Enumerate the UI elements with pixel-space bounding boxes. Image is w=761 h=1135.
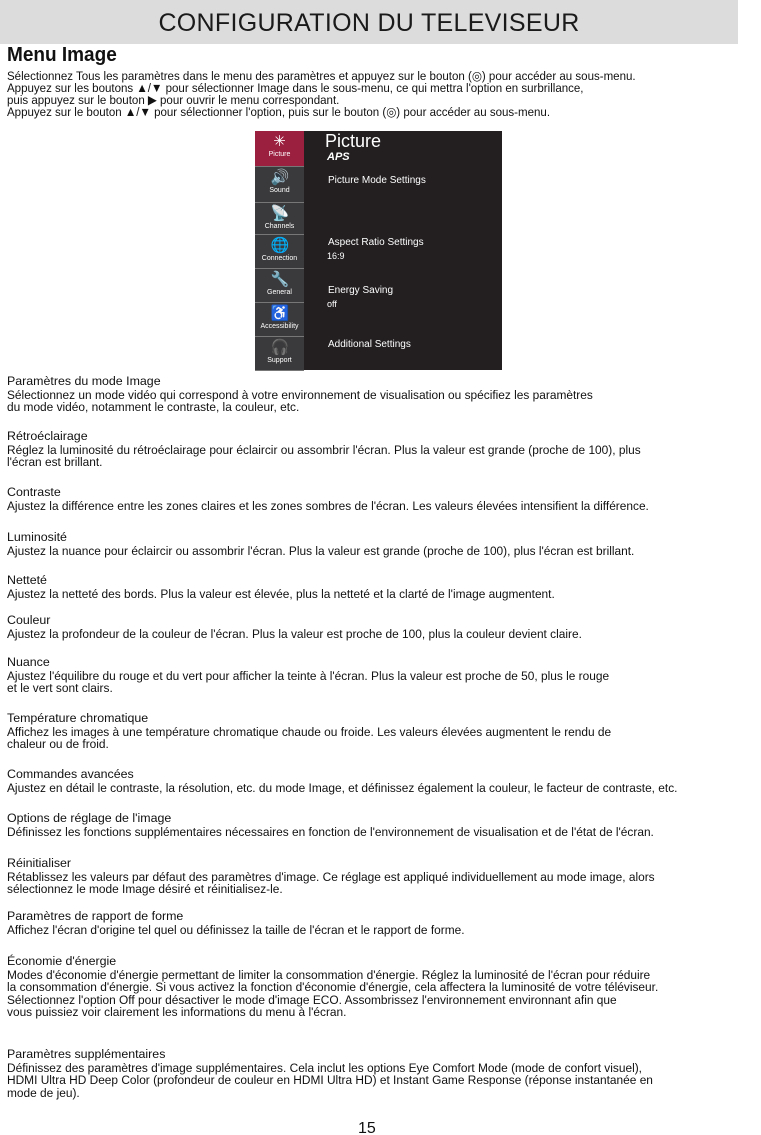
setting-description-line: Sélectionnez l'option Off pour désactiver le mode d'image ECO. Assombrissez l'environnement environnant afin que [7,992,617,1007]
tv-sidebar [255,131,304,370]
setting-title: Commandes avancées [7,767,134,781]
setting-description-line: Ajustez la profondeur de la couleur de l'écran. Plus la valeur est proche de 100, plus la couleur devient claire. [7,626,582,641]
setting-title: Paramètres de rapport de forme [7,909,184,923]
setting-title: Paramètres du mode Image [7,374,161,388]
setting-section [7,857,757,896]
sidebar-item-label: Channels [264,223,295,230]
section-heading: Menu Image [7,44,117,66]
setting-description-line: du mode vidéo, notamment le contraste, la couleur, etc. [7,400,300,414]
setting-title: Température chromatique [7,711,149,725]
tv-option [328,285,393,309]
setting-section [7,1048,757,1099]
setting-description-line: Rétablissez les valeurs par défaut des paramètres d'image. Ce réglage est appliqué individuellement au mode image, alors [7,869,655,884]
accessibility-icon: ♿ [270,305,290,322]
setting-description-line: Affichez les images à une température chromatique chaude ou froide. Les valeurs élevées augmentent le rendu de [7,724,612,739]
setting-description-line: vous puissiez voir clairement les informations du menu à l'écran. [7,1005,347,1019]
setting-section [7,812,757,838]
tv-option-label: Additional Settings [328,339,411,350]
setting-title: Options de réglage de l'image [7,811,172,825]
setting-description-line: l'écran est brillant. [7,455,103,469]
tv-option-value: 16:9 [327,251,345,261]
sidebar-item-label: Accessibility [260,323,299,330]
speaker-icon: 🔊 [270,169,290,186]
setting-section [7,614,757,640]
setting-description-line: Modes d'économie d'énergie permettant de limiter la consommation d'énergie. Réglez la luminosité de l'écran pour réduire [7,967,651,982]
setting-description-line: et le vert sont clairs. [7,681,113,695]
intro-line: Appuyez sur le bouton ▲/▼ pour sélectionner l'option, puis sur le bouton (◎) pour accéder au sous-menu. [7,105,551,119]
chapter-banner: CONFIGURATION DU TELEVISEUR [0,0,738,44]
setting-section [7,768,757,794]
tv-menu-screenshot [255,131,502,370]
setting-section [7,656,757,695]
setting-description-line: HDMI Ultra HD Deep Color (profondeur de couleur en HDMI Ultra HD) et Instant Game Response (réponse instantanée en [7,1073,653,1087]
sidebar-item-label: Sound [269,187,290,194]
sidebar-item-support [255,337,304,371]
setting-section [7,531,757,557]
setting-description-line: Définissez des paramètres d'image supplémentaires. Cela inclut les options Eye Comfort Mode (mode de confort visuel), [7,1060,642,1075]
setting-description-line: sélectionnez le mode Image désiré et réinitialisez-le. [7,882,283,896]
setting-description-line: mode de jeu). [7,1085,80,1100]
setting-section [7,712,757,751]
setting-title: Couleur [7,613,51,627]
intro-text [7,70,636,118]
setting-title: Luminosité [7,530,67,544]
setting-title: Paramètres supplémentaires [7,1047,166,1061]
setting-title: Économie d'énergie [7,954,117,968]
sidebar-item-label: General [267,289,292,296]
setting-section [7,486,757,512]
intro-line: puis appuyez sur le bouton ▶ pour ouvrir le menu correspondant. [7,93,340,107]
setting-description-line: chaleur ou de froid. [7,737,109,751]
satellite-dish-icon: 📡 [270,205,290,222]
setting-title: Nuance [7,655,50,669]
page-number: 15 [358,1120,376,1135]
setting-description-line: Définissez les fonctions supplémentaires nécessaires en fonction de l'environnement de visualisation et de l'état de l'écran. [7,824,654,839]
aps-logo: APS [327,151,350,163]
sidebar-item-picture [255,131,304,167]
setting-section [7,910,757,936]
setting-description-line: Affichez l'écran d'origine tel quel ou définissez la taille de l'écran et le rapport de forme. [7,922,465,937]
setting-description-line: Ajustez la différence entre les zones claires et les zones sombres de l'écran. Les valeurs élevées intensifient la différence. [7,498,649,513]
wrench-icon: 🔧 [270,271,290,288]
tv-option-value: off [327,299,337,309]
sidebar-item-connection [255,235,304,269]
setting-title: Rétroéclairage [7,429,88,443]
tv-option [328,175,426,186]
setting-title: Netteté [7,573,47,587]
tv-option-label: Aspect Ratio Settings [328,237,424,248]
setting-title: Réinitialiser [7,856,72,870]
sidebar-item-sound [255,167,304,203]
intro-line: Appuyez sur les boutons ▲/▼ pour sélectionner Image dans le sous-menu, ce qui mettra l'option en surbrillance, [7,81,584,95]
sidebar-item-general [255,269,304,303]
setting-description-line: Ajustez en détail le contraste, la résolution, etc. du mode Image, et définissez également la couleur, le facteur de contraste, etc. [7,780,678,795]
sidebar-item-accessibility [255,303,304,337]
setting-title: Contraste [7,485,61,499]
setting-description-line: Ajustez la nuance pour éclaircir ou assombrir l'écran. Plus la valeur est grande (proche de 100), plus l'écran est brillant. [7,543,635,558]
headset-icon: 🎧 [270,339,290,356]
setting-section [7,955,757,1019]
tv-menu-title: Picture [325,131,382,151]
sidebar-item-label: Picture [268,151,291,158]
setting-description-line: Sélectionnez un mode vidéo qui correspond à votre environnement de visualisation ou spécifiez les paramètres [7,387,593,402]
tv-option-label: Picture Mode Settings [328,175,426,186]
intro-line: Sélectionnez Tous les paramètres dans le menu des paramètres et appuyez sur le bouton (◎) pour accéder au sous-menu. [7,69,636,83]
setting-section [7,430,757,469]
setting-section [7,375,757,414]
sidebar-item-label: Support [267,357,292,364]
tv-option [328,339,411,350]
tv-option [328,237,424,261]
sidebar-item-channels [255,203,304,235]
setting-description-line: Ajustez l'équilibre du rouge et du vert pour afficher la teinte à l'écran. Plus la valeur est proche de 50, plus le rouge [7,668,610,683]
globe-icon: 🌐 [270,237,290,254]
setting-description-line: Réglez la luminosité du rétroéclairage pour éclaircir ou assombrir l'écran. Plus la valeur est grande (proche de 100), plus [7,442,641,457]
tv-option-label: Energy Saving [328,285,394,296]
picture-icon: ✳ [273,133,286,150]
sidebar-item-label: Connection [261,255,298,262]
setting-description-line: Ajustez la netteté des bords. Plus la valeur est élevée, plus la netteté et la clarté de l'image augmentent. [7,586,555,601]
setting-description-line: la consommation d'énergie. Si vous activez la fonction d'économie d'énergie, cela affectera la luminosité de votre téléviseur. [7,980,659,994]
setting-section [7,574,757,600]
